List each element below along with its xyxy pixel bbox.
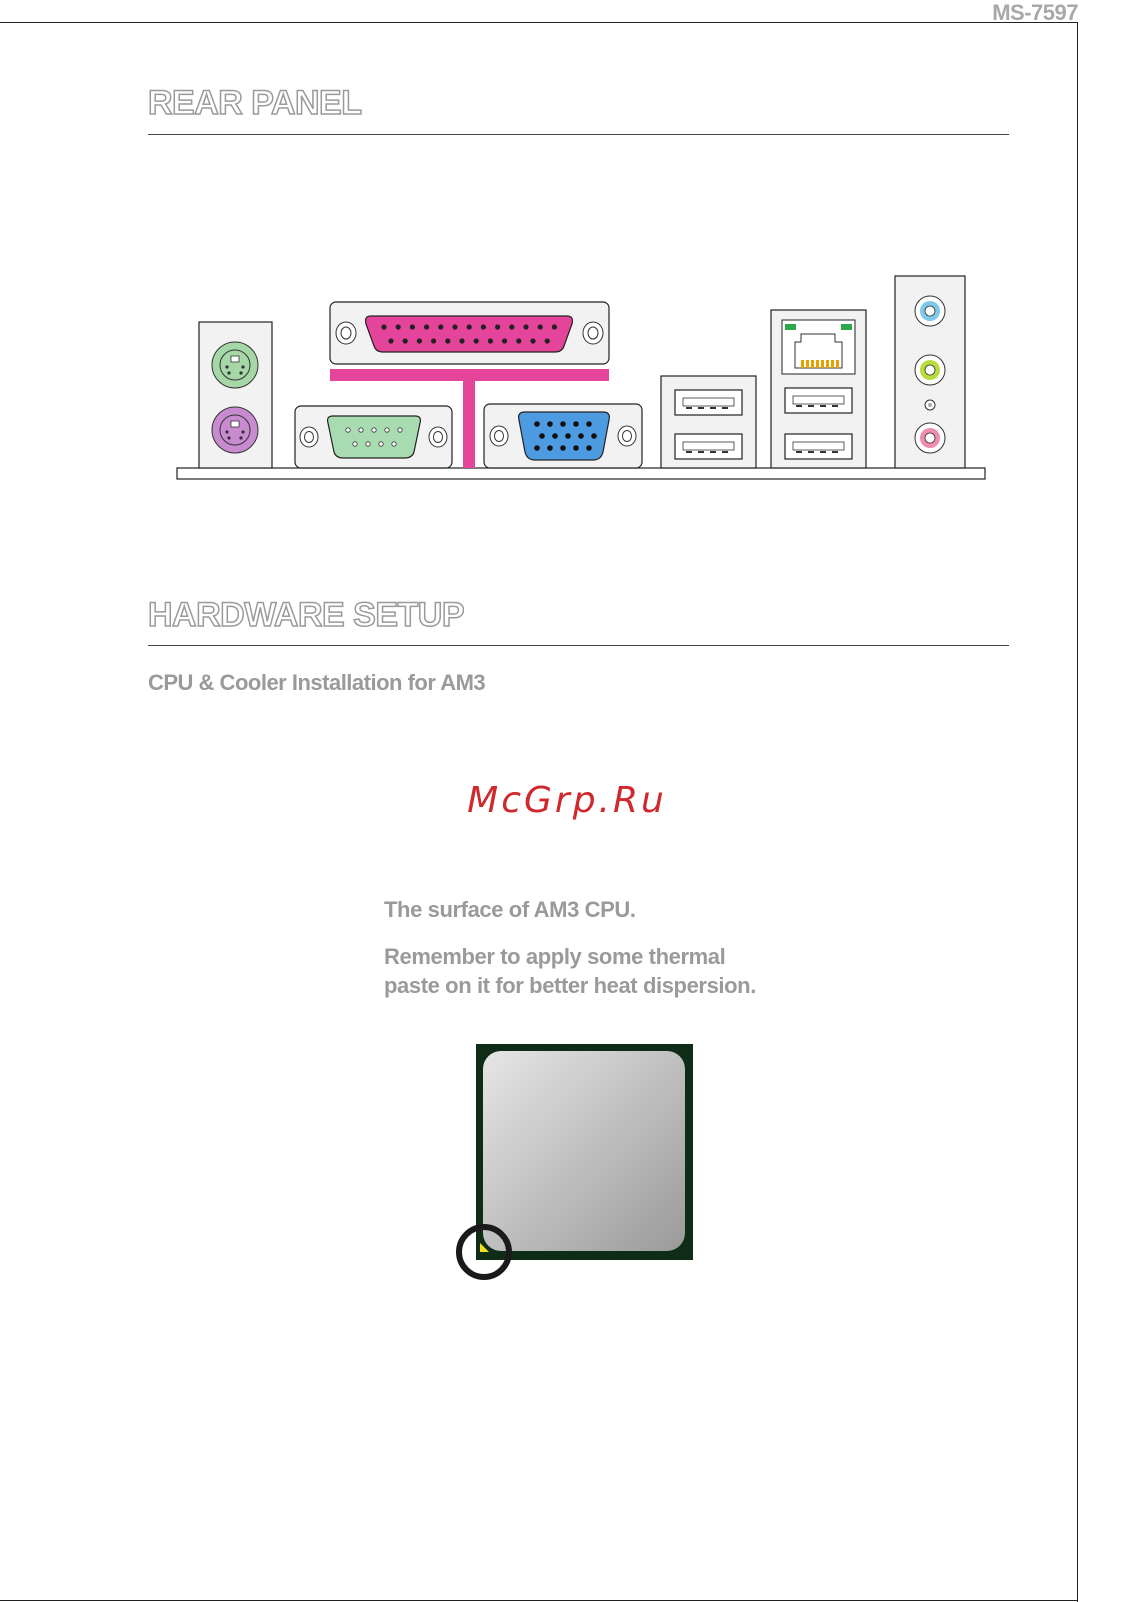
parallel-pin — [424, 324, 429, 329]
model-number: MS-7597 — [992, 0, 1078, 25]
parallel-bracket — [330, 369, 609, 381]
io-shield-base — [177, 468, 985, 479]
audio-jack-icon — [915, 296, 945, 326]
hardware-setup-title: HARDWARE SETUP — [148, 596, 465, 634]
usb-ports — [661, 376, 756, 468]
parallel-pin — [417, 338, 422, 343]
serial-port-icon — [295, 406, 452, 468]
cpu-caption-3: paste on it for better heat dispersion. — [384, 973, 756, 998]
audio-jack-icon — [915, 423, 945, 453]
usb-port-icon — [785, 388, 852, 413]
usb-port-icon — [675, 390, 742, 415]
parallel-pin — [538, 324, 543, 329]
parallel-pin — [388, 338, 393, 343]
parallel-pin — [509, 324, 514, 329]
parallel-pin — [445, 338, 450, 343]
parallel-pin — [403, 338, 408, 343]
audio-jacks — [895, 276, 965, 468]
parallel-pin — [474, 338, 479, 343]
parallel-pin — [530, 338, 535, 343]
cpu-caption-1: The surface of AM3 CPU. — [384, 897, 636, 922]
parallel-pin — [467, 324, 472, 329]
usb-port-icon — [675, 434, 742, 459]
cpu-cooler-subtitle: CPU & Cooler Installation for AM3 — [148, 670, 486, 695]
cpu-heat-spreader — [483, 1051, 685, 1251]
vga-port-icon — [484, 404, 642, 468]
parallel-pin — [495, 324, 500, 329]
parallel-pin — [381, 324, 386, 329]
hardware-setup-rule — [148, 645, 1009, 646]
lan-usb-ports — [771, 310, 866, 468]
ps2-ports — [199, 322, 272, 468]
parallel-pin — [502, 338, 507, 343]
cpu-diagram — [450, 1040, 700, 1285]
parallel-pin — [438, 324, 443, 329]
ps2-keyboard-port-icon — [212, 407, 258, 453]
cpu-caption-2: Remember to apply some thermal — [384, 944, 726, 969]
watermark-text: McGrp.Ru — [467, 780, 667, 821]
lan-port-icon — [782, 320, 855, 374]
page-frame-top — [0, 22, 1078, 23]
parallel-pin — [488, 338, 493, 343]
ps2-mouse-port-icon — [212, 342, 258, 388]
parallel-pin — [481, 324, 486, 329]
parallel-pin — [452, 324, 457, 329]
parallel-pin — [410, 324, 415, 329]
parallel-bracket-stem — [463, 381, 475, 468]
parallel-pin — [516, 338, 521, 343]
rear-panel-rule — [148, 134, 1009, 135]
usb-port-icon — [785, 434, 852, 459]
page-frame-bottom — [0, 1600, 1078, 1601]
ps2-keyboard-port-icon — [212, 407, 258, 453]
parallel-pin — [545, 338, 550, 343]
rear-panel-title: REAR PANEL — [148, 84, 362, 122]
parallel-port-icon — [330, 302, 609, 364]
parallel-pin — [523, 324, 528, 329]
parallel-pin — [396, 324, 401, 329]
parallel-pin — [459, 338, 464, 343]
ps2-mouse-port-icon — [212, 342, 258, 388]
audio-jack-icon — [915, 355, 945, 385]
rear-panel-diagram — [175, 270, 987, 482]
parallel-pin — [431, 338, 436, 343]
parallel-pin — [552, 324, 557, 329]
